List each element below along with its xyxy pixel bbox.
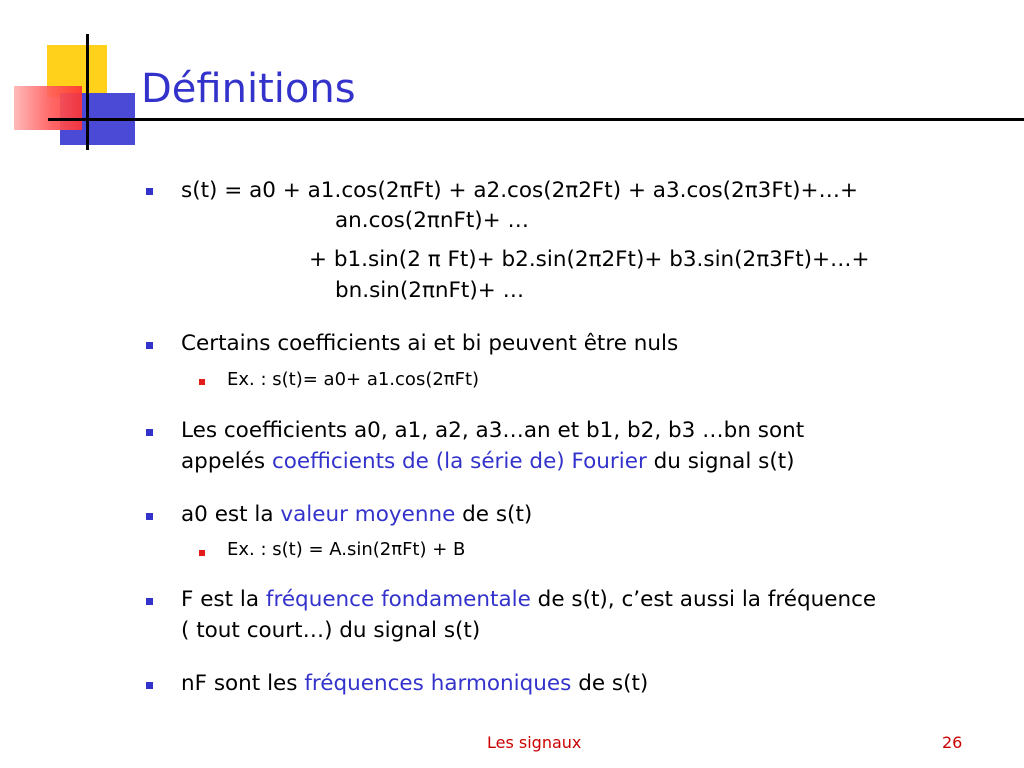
bullet-icon [146,342,153,349]
text-plain: nF sont les [181,671,305,696]
formula-line-4: bn.sin(2πnFt)+ … [335,278,525,303]
footer-label: Les signaux [487,733,582,752]
vertical-rule [86,34,89,150]
item-fundamental-frequency-line-2: ( tout court…) du signal s(t) [181,618,481,643]
item-mean-value [181,499,532,530]
bullet-icon [146,513,153,520]
highlight-fourier: coefficients de (la série de) Fourier [271,449,647,474]
bullet-icon [146,682,153,689]
highlight-mean-value: valeur moyenne [280,502,456,527]
formula-line-1: s(t) = a0 + a1.cos(2πFt) + a2.cos(2π2Ft) + a3.cos(2π3Ft)+…+ [181,178,859,203]
item-harmonic-frequencies [181,668,648,699]
bullet-icon [146,188,153,195]
item-fundamental-frequency-line-1 [181,584,876,615]
formula-line-3: + b1.sin(2 π Ft)+ b2.sin(2π2Ft)+ b3.sin(2π3Ft)+…+ [309,247,870,272]
text-plain: de s(t) [571,671,649,696]
red-square [14,86,82,130]
text-plain: du signal s(t) [646,449,795,474]
item-coefficients-null-example: Ex. : s(t)= a0+ a1.cos(2πFt) [227,369,480,390]
text-plain: a0 est la [181,502,281,527]
title-underline [48,118,1024,121]
item-mean-value-example: Ex. : s(t) = A.sin(2πFt) + B [227,539,466,560]
text-plain: appelés [181,449,272,474]
highlight-fundamental: fréquence fondamentale [265,587,531,612]
item-coefficients-null: Certains coefficients ai et bi peuvent être nuls [181,331,679,356]
bullet-icon [146,429,153,436]
text-plain: F est la [181,587,266,612]
page-number: 26 [942,733,963,752]
formula-line-2: an.cos(2πnFt)+ … [335,208,529,233]
sub-bullet-icon [199,379,205,385]
text-plain: de s(t), c’est aussi la fréquence [530,587,877,612]
item-fourier-coefficients-line-2 [181,446,795,477]
page-title: Définitions [141,66,356,112]
text-plain: de s(t) [455,502,533,527]
bullet-icon [146,598,153,605]
corner-decoration [0,0,140,150]
highlight-harmonics: fréquences harmoniques [304,671,572,696]
item-fourier-coefficients-line-1: Les coefficients a0, a1, a2, a3…an et b1, b2, b3 …bn sont [181,418,805,443]
sub-bullet-icon [199,550,205,556]
